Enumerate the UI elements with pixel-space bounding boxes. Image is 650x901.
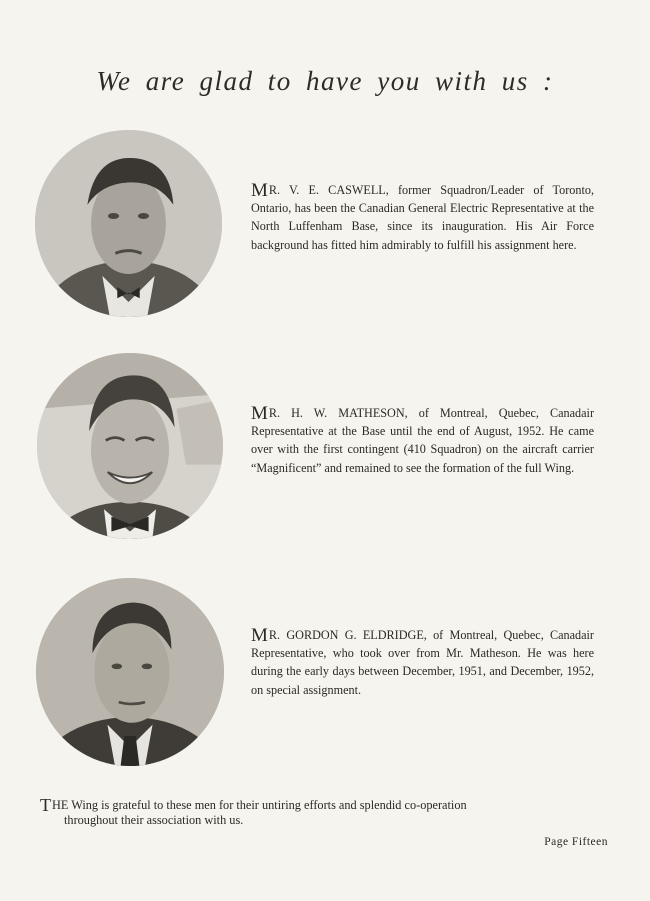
bio-eldridge <box>251 626 594 699</box>
bio-matheson <box>251 404 594 477</box>
portrait-photo-matheson <box>37 353 223 539</box>
bio-text: R. GORDON G. ELDRIDGE, of Montreal, Quebec, Canadair Representative, who took over from Mr. Matheson. He was here during the early days between December, 1951, and December, 1952, on special assignment. <box>251 628 594 697</box>
bio-text: R. V. E. CASWELL, former Squadron/Leader of Toronto, Ontario, has been the Canadian General Electric Representative at the North Luffenham Base, since its inauguration. His Air Force background has fitted him admirably to fulfill his assignment here. <box>251 183 594 252</box>
page-number: Page Fifteen <box>544 836 608 848</box>
bio-caswell <box>251 181 594 254</box>
closing-dropcap: T <box>40 795 51 815</box>
portrait-photo-caswell <box>35 130 222 317</box>
closing-line-1: HE Wing is grateful to these men for their untiring efforts and splendid co-operation <box>52 798 467 812</box>
closing-line-2: throughout their association with us. <box>64 813 244 827</box>
bio-dropcap: M <box>251 180 268 201</box>
bio-dropcap: M <box>251 625 268 646</box>
portrait-photo-eldridge <box>36 578 224 766</box>
bio-dropcap: M <box>251 403 268 424</box>
bio-text: R. H. W. MATHESON, of Montreal, Quebec, Canadair Representative at the Base until the end of August, 1952. He came over with the first contingent (410 Squadron) on the aircraft carrier “Magnificent” and remained to see the formation of the full Wing. <box>251 406 594 475</box>
closing-note <box>40 797 594 828</box>
page-title: We are glad to have you with us : <box>96 66 554 96</box>
